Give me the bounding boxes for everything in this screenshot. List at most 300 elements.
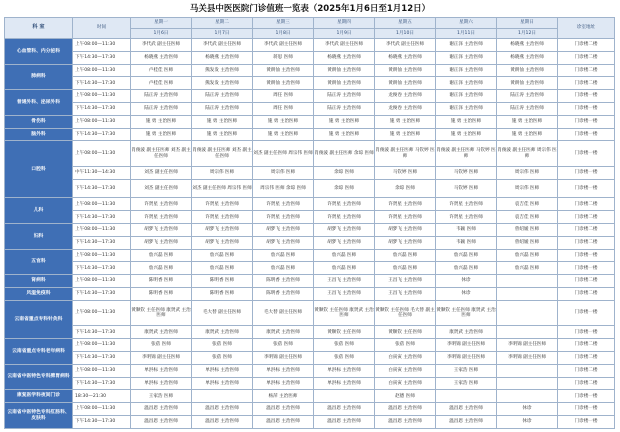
doctor-cell: 陈明香 医师 (192, 275, 253, 288)
doctor-cell: 许贤星 主治医师 (253, 198, 314, 211)
doctor-cell: 胡梦飞 主治医师 (192, 236, 253, 249)
header-weekday: 星期二 (192, 18, 253, 29)
doctor-cell: 温昌恩 主治医师 (436, 415, 497, 428)
doctor-cell (497, 275, 558, 288)
doctor-cell: 单洪标 主治医师 (192, 364, 253, 377)
doctor-cell: 张蓓 医师 (375, 339, 436, 352)
doctor-cell: 詹兴磊 医师 (192, 262, 253, 275)
doctor-cell: 刘杰 副主任医师 (131, 166, 192, 179)
header-weekday: 星期一 (131, 18, 192, 29)
schedule-row (5, 275, 615, 288)
doctor-cell: 刘杰 副主任医师 (131, 179, 192, 198)
time-slot-cell: 上午08:00—11:30 (73, 275, 131, 288)
time-slot-cell: 下午14:30—17:30 (73, 179, 131, 198)
doctor-cell: 胡梦飞 主治医师 (253, 236, 314, 249)
time-slot-cell: 下午14:30—17:30 (73, 236, 131, 249)
schedule-row (5, 339, 615, 352)
doctor-cell: 胡梦飞 主治医师 (314, 236, 375, 249)
department-cell: 普通外科、泌尿外科 (5, 90, 73, 116)
doctor-cell: 施 勇 主治医师 (436, 115, 497, 128)
doctor-cell (314, 390, 375, 403)
time-slot-cell: 上午08:00—11:30 (73, 403, 131, 416)
doctor-cell: 杨萍 主治医师 (253, 390, 314, 403)
doctor-cell: 施 勇 主治医师 (436, 128, 497, 141)
doctor-cell: 休诊 (497, 415, 558, 428)
clinic-location-cell: 门诊楼一楼 (558, 262, 615, 275)
doctor-cell: 许贤星 主治医师 (131, 198, 192, 211)
schedule-row (5, 115, 615, 128)
header-weekday: 星期五 (375, 18, 436, 29)
header-date: 1月8日 (253, 29, 314, 39)
clinic-location-cell: 门诊楼二楼 (558, 39, 615, 52)
schedule-row (5, 128, 615, 141)
doctor-cell: 詹兴磊 医师 (436, 262, 497, 275)
department-cell: 云南省重点专科老年病科 (5, 339, 73, 365)
doctor-cell: 温昌恩 主治医师 (253, 415, 314, 428)
schedule-row (5, 415, 615, 428)
doctor-cell: 施 勇 主治医师 (314, 115, 375, 128)
department-cell: 云南省中医特色专科肛肠科、皮肤科 (5, 403, 73, 429)
doctor-cell: 许贤星 主治医师 (314, 211, 375, 224)
doctor-cell: 黄顺钦 主任医师 (314, 326, 375, 339)
doctor-cell (497, 377, 558, 390)
doctor-cell: 詹兴磊 医师 (314, 262, 375, 275)
doctor-cell: 施 勇 主治医师 (375, 128, 436, 141)
department-cell: 心血管科、内分泌科 (5, 39, 73, 65)
doctor-cell: 许贤星 主治医师 (192, 198, 253, 211)
clinic-location-cell: 门诊楼一楼 (558, 90, 615, 103)
clinic-location-cell: 门诊楼二楼 (558, 64, 615, 77)
doctor-cell: 单洪标 主治医师 (253, 364, 314, 377)
doctor-cell: 詹兴磊 医师 (375, 262, 436, 275)
doctor-cell: 黄朗仙 主治医师 (497, 77, 558, 90)
doctor-cell: 施 勇 主治医师 (314, 128, 375, 141)
doctor-cell: 张蓓 医师 (314, 351, 375, 364)
time-slot-cell: 下午14:30—17:30 (73, 211, 131, 224)
doctor-cell: 王家浩 医师 (436, 377, 497, 390)
clinic-location-cell: 门诊楼一楼 (558, 141, 615, 167)
doctor-cell: 张蓓 医师 (192, 339, 253, 352)
time-slot-cell: 上午08:00—11:30 (73, 224, 131, 237)
department-cell: 云南省重点专科针灸科 (5, 300, 73, 338)
doctor-cell: 李代武 副主任医师 (131, 39, 192, 52)
schedule-row (5, 141, 615, 167)
department-cell: 口腔科 (5, 141, 73, 198)
doctor-cell: 张蓓 医师 (253, 339, 314, 352)
doctor-cell: 周宗伟 医师 余琼 医师 (253, 179, 314, 198)
doctor-cell: 胡梦飞 主治医师 (375, 236, 436, 249)
duty-schedule-table (4, 17, 615, 429)
doctor-cell: 施 勇 主治医师 (253, 115, 314, 128)
schedule-row (5, 64, 615, 77)
header-date: 1月12日 (497, 29, 558, 39)
doctor-cell: 王昌飞 主治医师 (314, 275, 375, 288)
doctor-cell: 黄朗仙 主治医师 (314, 77, 375, 90)
time-slot-cell: 下午14:30—17:30 (73, 415, 131, 428)
doctor-cell: 康贤武 主治医师 (253, 326, 314, 339)
doctor-cell: 李明锦 副主任医师 (253, 351, 314, 364)
time-slot-cell: 上午08:00—11:30 (73, 300, 131, 326)
doctor-cell: 施 勇 主治医师 (375, 115, 436, 128)
doctor-cell: 韦颖 医师 (436, 224, 497, 237)
doctor-cell: 黄朗仙 主治医师 (253, 64, 314, 77)
doctor-cell: 杨晓燕 主治医师 (375, 51, 436, 64)
clinic-location-cell: 门诊楼一楼 (558, 249, 615, 262)
doctor-cell: 康贤武 主治医师 (131, 326, 192, 339)
time-slot-cell: 上午08:00—11:30 (73, 64, 131, 77)
doctor-cell: 施 勇 主治医师 (131, 115, 192, 128)
doctor-cell: 康贤武 主治医师 (436, 326, 497, 339)
doctor-cell: 张蓓 医师 (131, 339, 192, 352)
doctor-cell: 王家浩 医师 (436, 364, 497, 377)
doctor-cell: 李明锦 副主任医师 (497, 351, 558, 364)
doctor-cell: 肖俊波 副主任医师 马钦婷 医师 (375, 141, 436, 167)
doctor-cell: 詹兴磊 医师 (131, 249, 192, 262)
page-title: 马关县中医医院门诊值班一览表（2025年1月6日至1月12日） (189, 4, 431, 14)
doctor-cell: 谢正泽 主治医师 (436, 77, 497, 90)
time-slot-cell: 中午11:30—14:30 (73, 166, 131, 179)
doctor-cell: 袁吉佳 医师 (497, 198, 558, 211)
doctor-cell: 温昌恩 主治医师 (192, 415, 253, 428)
doctor-cell: 龙俊卷 主治医师 (375, 102, 436, 115)
header-location: 诊室地址 (558, 18, 615, 39)
doctor-cell: 周宗伟 医师 (497, 179, 558, 198)
schedule-row (5, 236, 615, 249)
clinic-location-cell: 门诊楼二楼 (558, 51, 615, 64)
doctor-cell: 卢桂佳 医师 (131, 77, 192, 90)
doctor-cell: 黄顺钦 主任医师 (375, 326, 436, 339)
schedule-row (5, 262, 615, 275)
doctor-cell (497, 287, 558, 300)
doctor-cell: 陆正涛 主治医师 (192, 90, 253, 103)
doctor-cell: 李明锦 副主任医师 (436, 339, 497, 352)
doctor-cell: 单洪标 主治医师 (131, 364, 192, 377)
doctor-cell: 温昌恩 主治医师 (253, 403, 314, 416)
doctor-cell: 黄朗仙 主治医师 (253, 77, 314, 90)
time-slot-cell: 下午14:30—17:30 (73, 326, 131, 339)
department-cell: 五官科 (5, 249, 73, 275)
schedule-row (5, 51, 615, 64)
doctor-cell: 杨晓燕 主治医师 (497, 39, 558, 52)
schedule-row (5, 198, 615, 211)
doctor-cell: 杨晓燕 主治医师 (497, 51, 558, 64)
doctor-cell: 王昌飞 主治医师 (375, 275, 436, 288)
doctor-cell: 谢正泽 主治医师 (436, 51, 497, 64)
doctor-cell: 詹兴磊 医师 (436, 249, 497, 262)
doctor-cell: 詹兴磊 医师 (253, 262, 314, 275)
clinic-location-cell: 门诊楼二楼 (558, 364, 615, 377)
schedule-row (5, 39, 615, 52)
clinic-location-cell: 门诊楼二楼 (558, 287, 615, 300)
doctor-cell: 许贤星 主治医师 (192, 211, 253, 224)
time-slot-cell: 下午14:30—17:30 (73, 51, 131, 64)
doctor-cell: 许贤星 主治医师 (436, 211, 497, 224)
doctor-cell: 毛大替 副主任医师 (253, 300, 314, 326)
doctor-cell: 施 勇 主治医师 (497, 115, 558, 128)
schedule-row (5, 249, 615, 262)
doctor-cell: 陈明香 主治医师 (253, 275, 314, 288)
doctor-cell: 王家浩 医师 (131, 390, 192, 403)
schedule-row (5, 364, 615, 377)
doctor-cell: 王昌飞 主治医师 (314, 287, 375, 300)
department-cell: 儿科 (5, 198, 73, 224)
doctor-cell: 温昌恩 主治医师 (375, 403, 436, 416)
doctor-cell: 休诊 (436, 275, 497, 288)
doctor-cell: 李代武 副主任医师 (192, 39, 253, 52)
doctor-cell: 肖俊波 副主任医师 周宗伟 医师 (497, 141, 558, 167)
doctor-cell: 许贤星 主治医师 (375, 211, 436, 224)
doctor-cell: 李明锦 副主任医师 (436, 351, 497, 364)
doctor-cell (497, 390, 558, 403)
doctor-cell: 黄朗仙 主治医师 (375, 77, 436, 90)
doctor-cell: 胡梦飞 主治医师 (253, 224, 314, 237)
clinic-location-cell: 门诊楼二楼 (558, 236, 615, 249)
doctor-cell: 余琼 医师 (375, 179, 436, 198)
time-slot-cell: 上午08:00—11:30 (73, 364, 131, 377)
department-cell: 肺病科 (5, 64, 73, 90)
doctor-cell: 陆正涛 主治医师 (131, 102, 192, 115)
doctor-cell: 施 勇 主治医师 (131, 128, 192, 141)
doctor-cell: 毛大替 副主任医师 (192, 300, 253, 326)
doctor-cell: 许贤星 主治医师 (253, 211, 314, 224)
schedule-row (5, 77, 615, 90)
doctor-cell: 詹兴磊 医师 (497, 262, 558, 275)
doctor-cell (497, 300, 558, 326)
doctor-cell: 单洪标 主治医师 (192, 377, 253, 390)
doctor-cell: 周宗伟 医师 (497, 166, 558, 179)
doctor-cell: 韦颖 医师 (436, 236, 497, 249)
schedule-row (5, 403, 615, 416)
doctor-cell: 陈明香 主治医师 (253, 287, 314, 300)
doctor-cell: 余琼 医师 (314, 166, 375, 179)
doctor-cell: 刘杰 副主任医师 周宗伟 医师 (192, 179, 253, 198)
doctor-cell: 詹兴磊 医师 (192, 249, 253, 262)
doctor-cell: 熊发发 主治医师 (192, 64, 253, 77)
doctor-cell (497, 326, 558, 339)
clinic-location-cell: 门诊楼二楼 (558, 211, 615, 224)
department-cell: 康复医学科夜间门诊 (5, 390, 73, 403)
doctor-cell: 杨晓燕 主治医师 (131, 51, 192, 64)
header-department: 科 室 (5, 18, 73, 39)
doctor-cell: 龙俊卷 主治医师 (375, 90, 436, 103)
clinic-location-cell: 门诊楼一楼 (558, 390, 615, 403)
doctor-cell: 黄朗仙 主治医师 (497, 64, 558, 77)
doctor-cell: 康贤武 主治医师 (192, 326, 253, 339)
doctor-cell: 黄顺钦 主任医师 康贤武 主治医师 (131, 300, 192, 326)
doctor-cell: 赵德 医师 (375, 390, 436, 403)
time-slot-cell: 下午14:30—17:30 (73, 262, 131, 275)
doctor-cell: 温昌恩 主治医师 (314, 415, 375, 428)
doctor-cell: 杨晓燕 主治医师 (314, 51, 375, 64)
clinic-location-cell: 门诊楼二楼 (558, 275, 615, 288)
header-date: 1月11日 (436, 29, 497, 39)
doctor-cell: 单洪标 主治医师 (314, 377, 375, 390)
clinic-location-cell: 门诊楼一楼 (558, 166, 615, 179)
doctor-cell: 张蓓 医师 (192, 351, 253, 364)
doctor-cell: 陆正涛 主治医师 (497, 90, 558, 103)
schedule-row (5, 351, 615, 364)
schedule-row (5, 390, 615, 403)
doctor-cell: 肖俊波 副主任医师 刘杰 副主任医师 (192, 141, 253, 167)
schedule-row (5, 166, 615, 179)
doctor-cell: 施 勇 主治医师 (192, 128, 253, 141)
doctor-cell: 黄朗仙 主治医师 (375, 64, 436, 77)
doctor-cell: 王昌飞 主治医师 (375, 287, 436, 300)
doctor-cell: 谢正泽 主治医师 (436, 102, 497, 115)
schedule-body (5, 39, 615, 429)
doctor-cell: 胡梦飞 主治医师 (314, 224, 375, 237)
department-cell: 肾病科 (5, 275, 73, 288)
time-slot-cell: 上午08:00—11:30 (73, 39, 131, 52)
doctor-cell: 谢正泽 主治医师 (436, 64, 497, 77)
doctor-cell: 肖俊波 副主任医师 刘杰 副主任医师 (131, 141, 192, 167)
schedule-row (5, 326, 615, 339)
time-slot-cell: 上午08:00—11:30 (73, 198, 131, 211)
time-slot-cell: 上午08:00—11:30 (73, 141, 131, 167)
doctor-cell: 周任 医师 (253, 90, 314, 103)
doctor-cell: 黄顺钦 主任医师 康贤武 主治医师 (436, 300, 497, 326)
schedule-row (5, 224, 615, 237)
doctor-cell: 施 勇 主治医师 (253, 128, 314, 141)
doctor-cell: 詹兴磊 医师 (131, 262, 192, 275)
doctor-cell: 休诊 (497, 403, 558, 416)
doctor-cell: 陆正涛 主治医师 (497, 102, 558, 115)
doctor-cell: 温昌恩 主治医师 (375, 415, 436, 428)
clinic-location-cell: 门诊楼二楼 (558, 377, 615, 390)
doctor-cell: 周宗伟 医师 (192, 166, 253, 179)
time-slot-cell: 18:30—21:30 (73, 390, 131, 403)
time-slot-cell: 上午08:00—11:30 (73, 90, 131, 103)
doctor-cell: 周任 医师 (253, 102, 314, 115)
time-slot-cell: 下午14:30—17:30 (73, 77, 131, 90)
doctor-cell: 黄顺钦 主任医师 康贤武 主治医师 (314, 300, 375, 326)
doctor-cell: 熊发发 主治医师 (192, 77, 253, 90)
department-cell: 妇科 (5, 224, 73, 250)
doctor-cell: 陈明香 医师 (131, 275, 192, 288)
doctor-cell: 曾绍媛 医师 (497, 236, 558, 249)
clinic-location-cell: 门诊楼二楼 (558, 339, 615, 352)
department-cell: 脑外科 (5, 128, 73, 141)
header-date: 1月9日 (314, 29, 375, 39)
doctor-cell (192, 390, 253, 403)
schedule-row (5, 179, 615, 198)
doctor-cell: 马钦婷 医师 (436, 166, 497, 179)
schedule-row (5, 287, 615, 300)
doctor-cell: 黄朗仙 主治医师 (314, 64, 375, 77)
doctor-cell: 胡梦飞 主治医师 (131, 224, 192, 237)
time-slot-cell: 上午08:00—11:30 (73, 339, 131, 352)
schedule-row (5, 211, 615, 224)
doctor-cell: 温昌恩 主治医师 (192, 403, 253, 416)
doctor-cell: 肖俊波 副主任医师 余琼 医师 (314, 141, 375, 167)
header-weekday: 星期六 (436, 18, 497, 29)
doctor-cell: 詹兴磊 医师 (375, 249, 436, 262)
doctor-cell: 胡梦飞 主治医师 (192, 224, 253, 237)
doctor-cell: 单洪标 主治医师 (253, 377, 314, 390)
doctor-cell: 马钦婷 医师 (436, 179, 497, 198)
doctor-cell: 许贤星 主治医师 (314, 198, 375, 211)
header-weekday: 星期日 (497, 18, 558, 29)
doctor-cell: 白寅寅 主治医师 (375, 364, 436, 377)
doctor-cell: 余琼 医师 (314, 179, 375, 198)
doctor-cell: 谢正泽 主治医师 (436, 39, 497, 52)
doctor-cell: 温昌恩 主治医师 (131, 403, 192, 416)
doctor-cell: 白寅寅 主治医师 (375, 377, 436, 390)
doctor-cell: 肖俊波 副主任医师 马钦婷 医师 (436, 141, 497, 167)
doctor-cell: 曾绍媛 医师 (497, 224, 558, 237)
clinic-location-cell: 门诊楼二楼 (558, 224, 615, 237)
time-slot-cell: 下午14:30—17:30 (73, 287, 131, 300)
doctor-cell: 黄顺钦 主任医师 毛大替 副主任医师 (375, 300, 436, 326)
doctor-cell: 詹兴磊 医师 (497, 249, 558, 262)
schedule-row (5, 102, 615, 115)
clinic-location-cell: 门诊楼二楼 (558, 198, 615, 211)
schedule-row (5, 377, 615, 390)
doctor-cell: 李明锦 副主任医师 (497, 339, 558, 352)
doctor-cell: 袁吉佳 医师 (497, 211, 558, 224)
doctor-cell: 陈明香 医师 (192, 287, 253, 300)
header-date: 1月10日 (375, 29, 436, 39)
doctor-cell: 马钦婷 医师 (375, 166, 436, 179)
clinic-location-cell: 门诊楼一楼 (558, 403, 615, 416)
doctor-cell: 施 勇 主治医师 (192, 115, 253, 128)
doctor-cell: 杨晓燕 主治医师 (192, 51, 253, 64)
doctor-cell: 许贤星 主治医师 (131, 211, 192, 224)
doctor-cell: 詹兴磊 医师 (253, 249, 314, 262)
doctor-cell: 施 勇 主治医师 (497, 128, 558, 141)
doctor-cell: 李代武 副主任医师 (314, 39, 375, 52)
doctor-cell: 温昌恩 主治医师 (131, 415, 192, 428)
header-time: 时间 (73, 18, 131, 39)
department-cell: 骨伤科 (5, 115, 73, 128)
doctor-cell: 陈明香 医师 (131, 287, 192, 300)
doctor-cell: 李明锦 副主任医师 (131, 351, 192, 364)
doctor-cell: 陆正涛 主治医师 (131, 90, 192, 103)
doctor-cell: 张蓓 医师 (314, 339, 375, 352)
header-weekday: 星期四 (314, 18, 375, 29)
clinic-location-cell: 门诊楼一楼 (558, 415, 615, 428)
doctor-cell: 蒋思 医师 (253, 51, 314, 64)
clinic-location-cell: 门诊楼一楼 (558, 102, 615, 115)
header-date: 1月7日 (192, 29, 253, 39)
schedule-row (5, 90, 615, 103)
clinic-location-cell: 门诊楼二楼 (558, 77, 615, 90)
doctor-cell: 休诊 (436, 287, 497, 300)
clinic-location-cell: 门诊楼一楼 (558, 128, 615, 141)
doctor-cell (436, 390, 497, 403)
doctor-cell: 白寅寅 主治医师 (375, 351, 436, 364)
time-slot-cell: 下午14:30—17:30 (73, 102, 131, 115)
clinic-location-cell: 门诊楼一楼 (558, 326, 615, 339)
doctor-cell: 胡梦飞 主治医师 (131, 236, 192, 249)
doctor-cell: 温昌恩 主治医师 (314, 403, 375, 416)
doctor-cell: 陆正涛 主治医师 (314, 102, 375, 115)
clinic-location-cell: 门诊楼一楼 (558, 300, 615, 326)
doctor-cell: 许贤星 主治医师 (436, 198, 497, 211)
time-slot-cell: 上午08:00—11:30 (73, 115, 131, 128)
time-slot-cell: 下午14:30—17:30 (73, 351, 131, 364)
doctor-cell (497, 364, 558, 377)
doctor-cell: 陆正涛 主治医师 (192, 102, 253, 115)
doctor-cell: 卢桂佳 医师 (131, 64, 192, 77)
schedule-row (5, 300, 615, 326)
department-cell: 风湿免疫科 (5, 287, 73, 300)
doctor-cell: 周宗伟 医师 (253, 166, 314, 179)
doctor-cell: 胡梦飞 主治医师 (375, 224, 436, 237)
doctor-cell: 刘杰 副主任医师 周宗伟 医师 (253, 141, 314, 167)
doctor-cell: 许贤星 主治医师 (375, 198, 436, 211)
doctor-cell: 单洪标 主治医师 (314, 364, 375, 377)
